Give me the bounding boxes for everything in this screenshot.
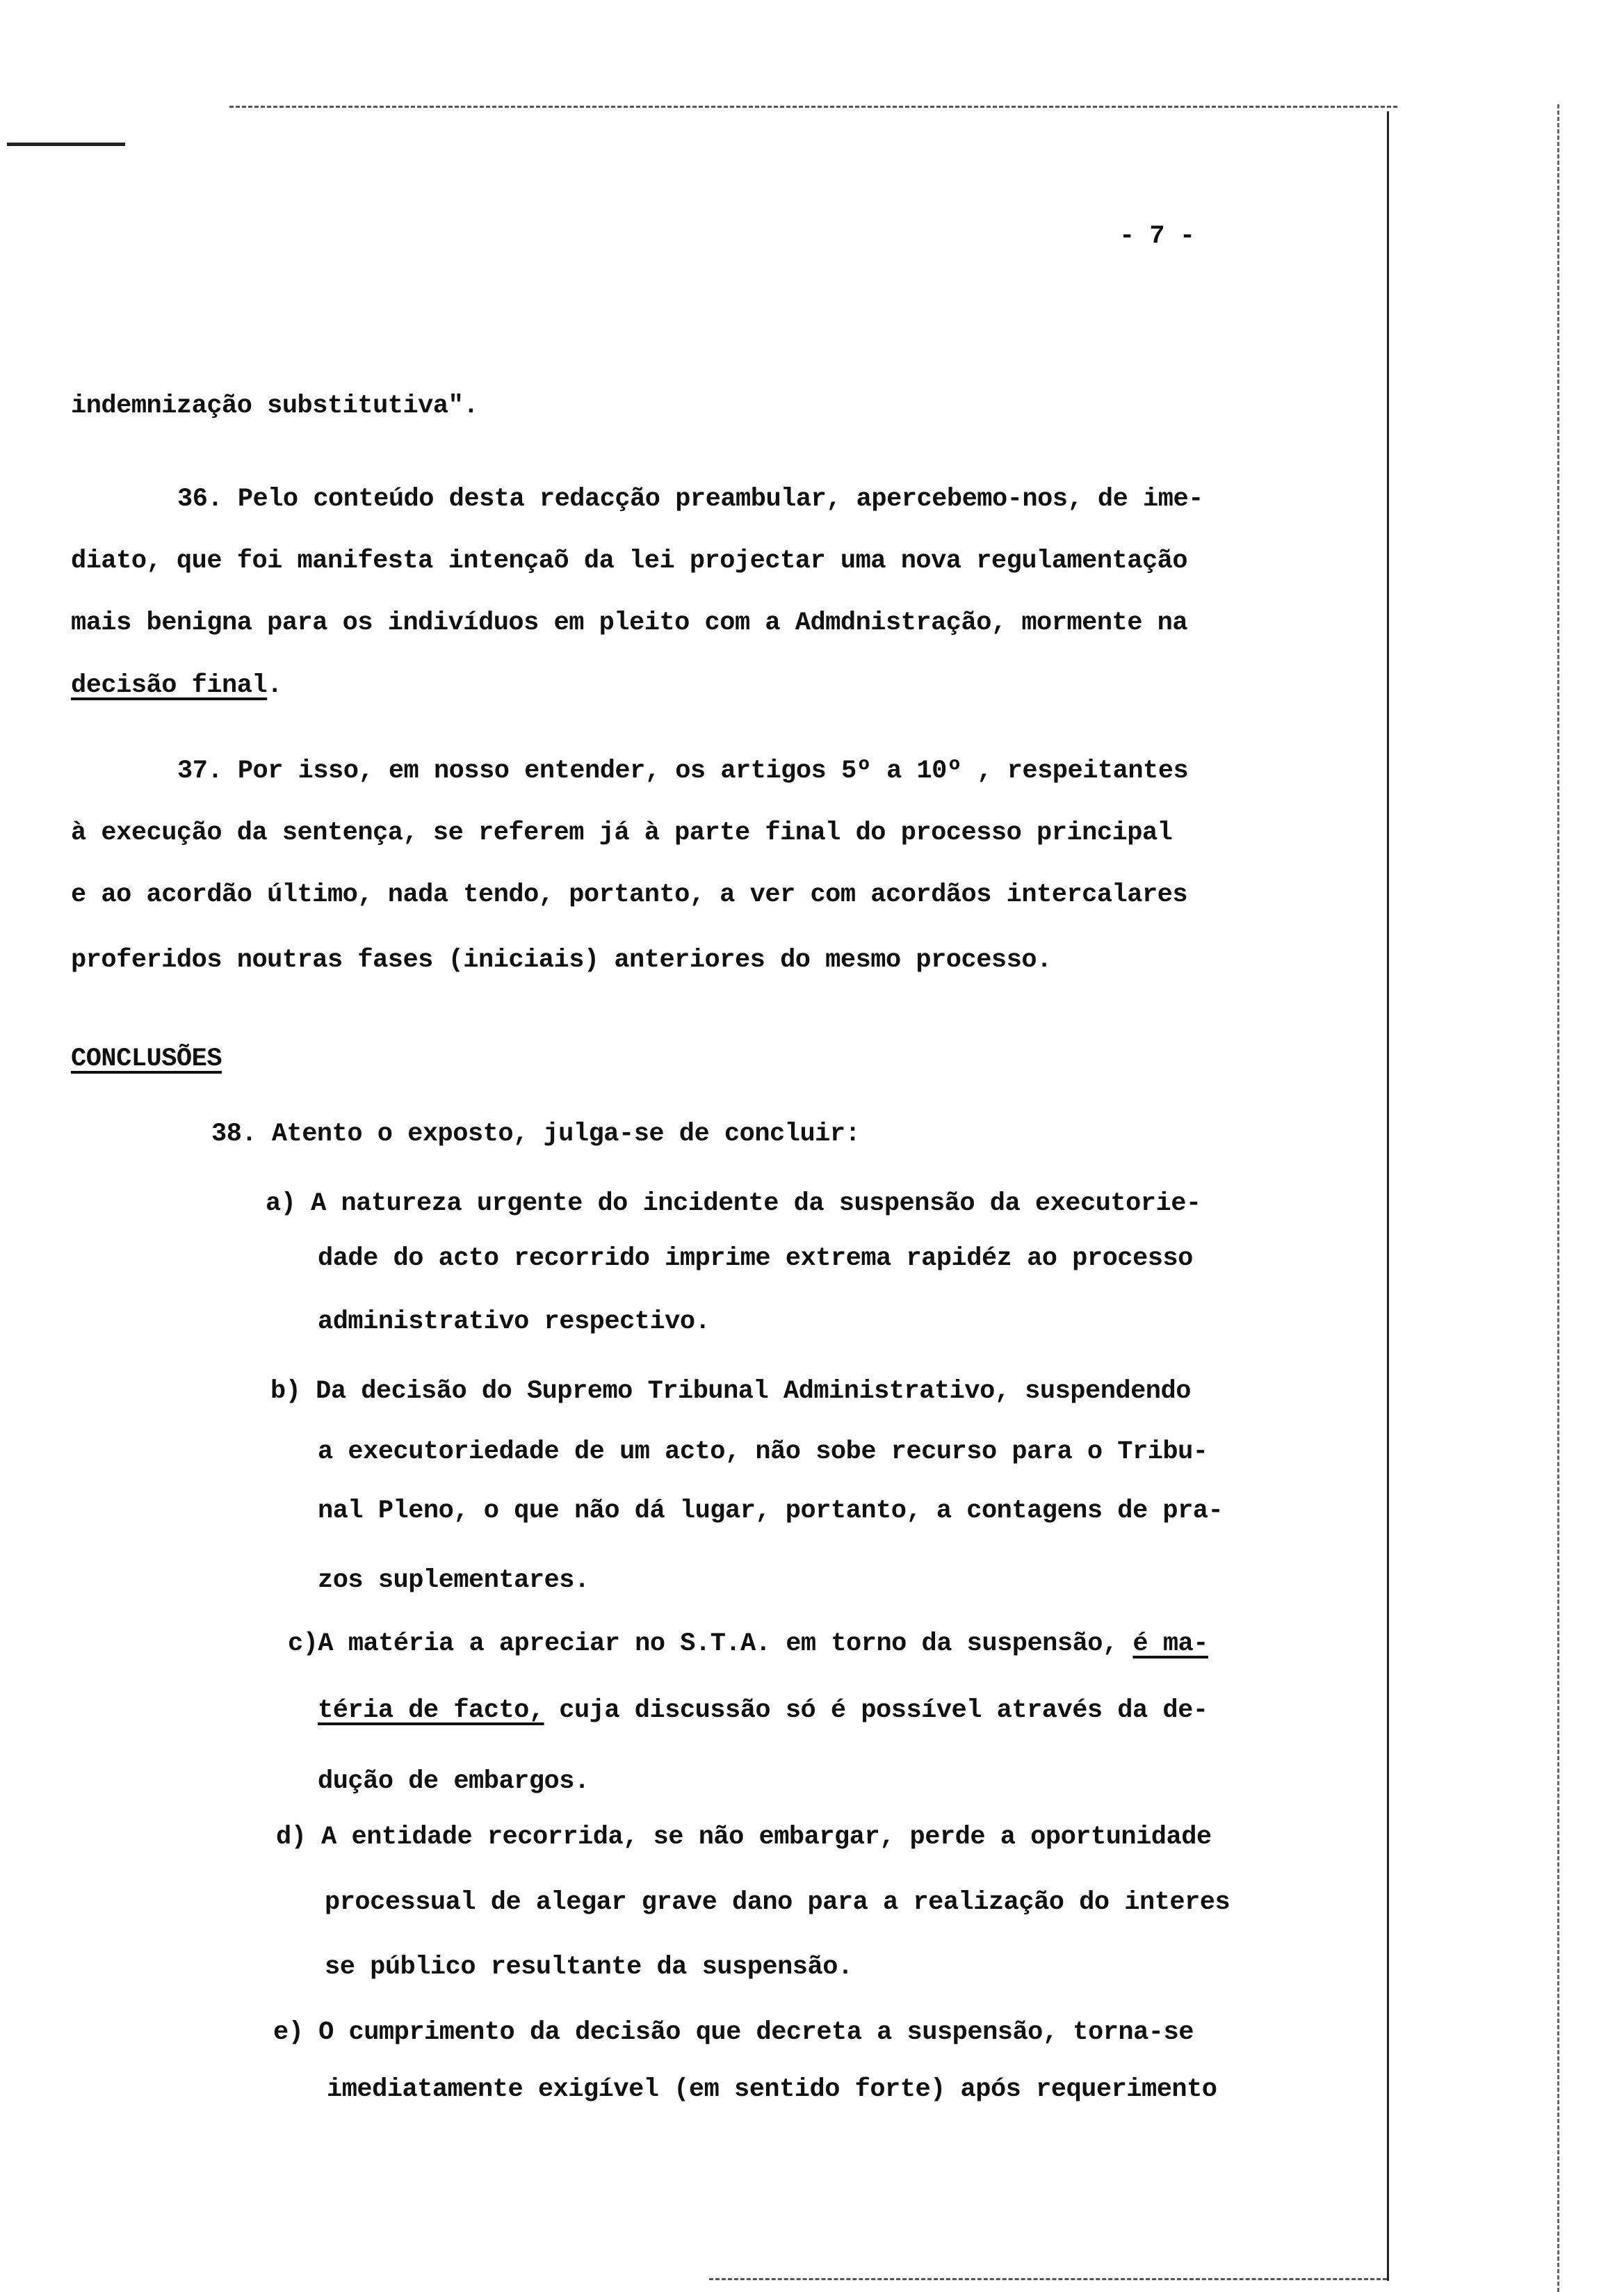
text-segment: cuja discussão só é possível através da de- — [544, 1696, 1208, 1725]
conclusion-e-line: imediatamente exigível (em sentido forte) após requerimento — [327, 2075, 1217, 2104]
text-segment: c)A matéria a apreciar no S.T.A. em torno da suspensão, — [288, 1629, 1133, 1659]
conclusion-e-line: e) O cumprimento da decisão que decreta a suspensão, torna-se — [273, 2018, 1194, 2047]
period: . — [267, 671, 282, 700]
bottom-border-line — [709, 2278, 1387, 2280]
top-left-mark — [7, 143, 125, 146]
section-heading: CONCLUSÕES — [71, 1044, 222, 1074]
paragraph-36-line: diato, que foi manifesta intençaõ da lei projectar uma nova regulamentação — [71, 547, 1188, 576]
conclusion-b-line: b) Da decisão do Supremo Tribunal Administrativo, suspendendo — [270, 1377, 1191, 1406]
conclusion-b-line: zos suplementares. — [318, 1566, 590, 1595]
text-line: indemnização substitutiva". — [71, 392, 478, 421]
conclusion-c-line: dução de embargos. — [318, 1767, 590, 1796]
paragraph-36-line: mais benigna para os indivíduos em pleito com a Admdnistração, mormente na — [71, 608, 1188, 638]
paragraph-37-line: à execução da sentença, se referem já à parte final do processo principal — [71, 818, 1173, 848]
conclusion-c-line — [318, 1695, 1208, 1726]
page-number: - 7 - — [1119, 222, 1195, 251]
right-margin-line — [1387, 111, 1389, 2281]
conclusion-d-line: d) A entidade recorrida, se não embargar, perde a oportunidade — [276, 1823, 1212, 1852]
paragraph-36-line: 36. Pelo conteúdo desta redacção preambular, apercebemo-nos, de ime- — [177, 485, 1203, 514]
conclusion-b-line: nal Pleno, o que não dá lugar, portanto, a contagens de pra- — [318, 1496, 1224, 1526]
underlined-text: decisão final — [71, 671, 268, 700]
paragraph-38-line: 38. Atento o exposto, julga-se de concluir: — [211, 1120, 861, 1149]
right-edge-line — [1557, 104, 1559, 2292]
top-border-line — [229, 106, 1397, 108]
conclusion-d-line: se público resultante da suspensão. — [325, 1953, 853, 1982]
conclusion-a-line: dade do acto recorrido imprime extrema rapidéz ao processo — [318, 1244, 1193, 1273]
conclusion-a-line: administrativo respectivo. — [318, 1307, 710, 1337]
paragraph-37-line: e ao acordão último, nada tendo, portanto, a ver com acordãos intercalares — [71, 880, 1188, 910]
underlined-text: téria de facto, — [318, 1696, 544, 1725]
conclusion-d-line: processual de alegar grave dano para a realização do interes — [325, 1888, 1231, 1917]
conclusion-a-line: a) A natureza urgente do incidente da suspensão da executorie- — [266, 1189, 1201, 1218]
paragraph-37-line: proferidos noutras fases (iniciais) anteriores do mesmo processo. — [71, 946, 1052, 975]
paragraph-37-line: 37. Por isso, em nosso entender, os artigos 5º a 10º , respeitantes — [177, 757, 1189, 786]
conclusion-b-line: a executoriedade de um acto, não sobe recurso para o Tribu- — [318, 1437, 1208, 1467]
underlined-text: é ma- — [1132, 1629, 1208, 1659]
paragraph-36-line — [71, 670, 282, 701]
conclusion-c-line — [288, 1629, 1208, 1659]
